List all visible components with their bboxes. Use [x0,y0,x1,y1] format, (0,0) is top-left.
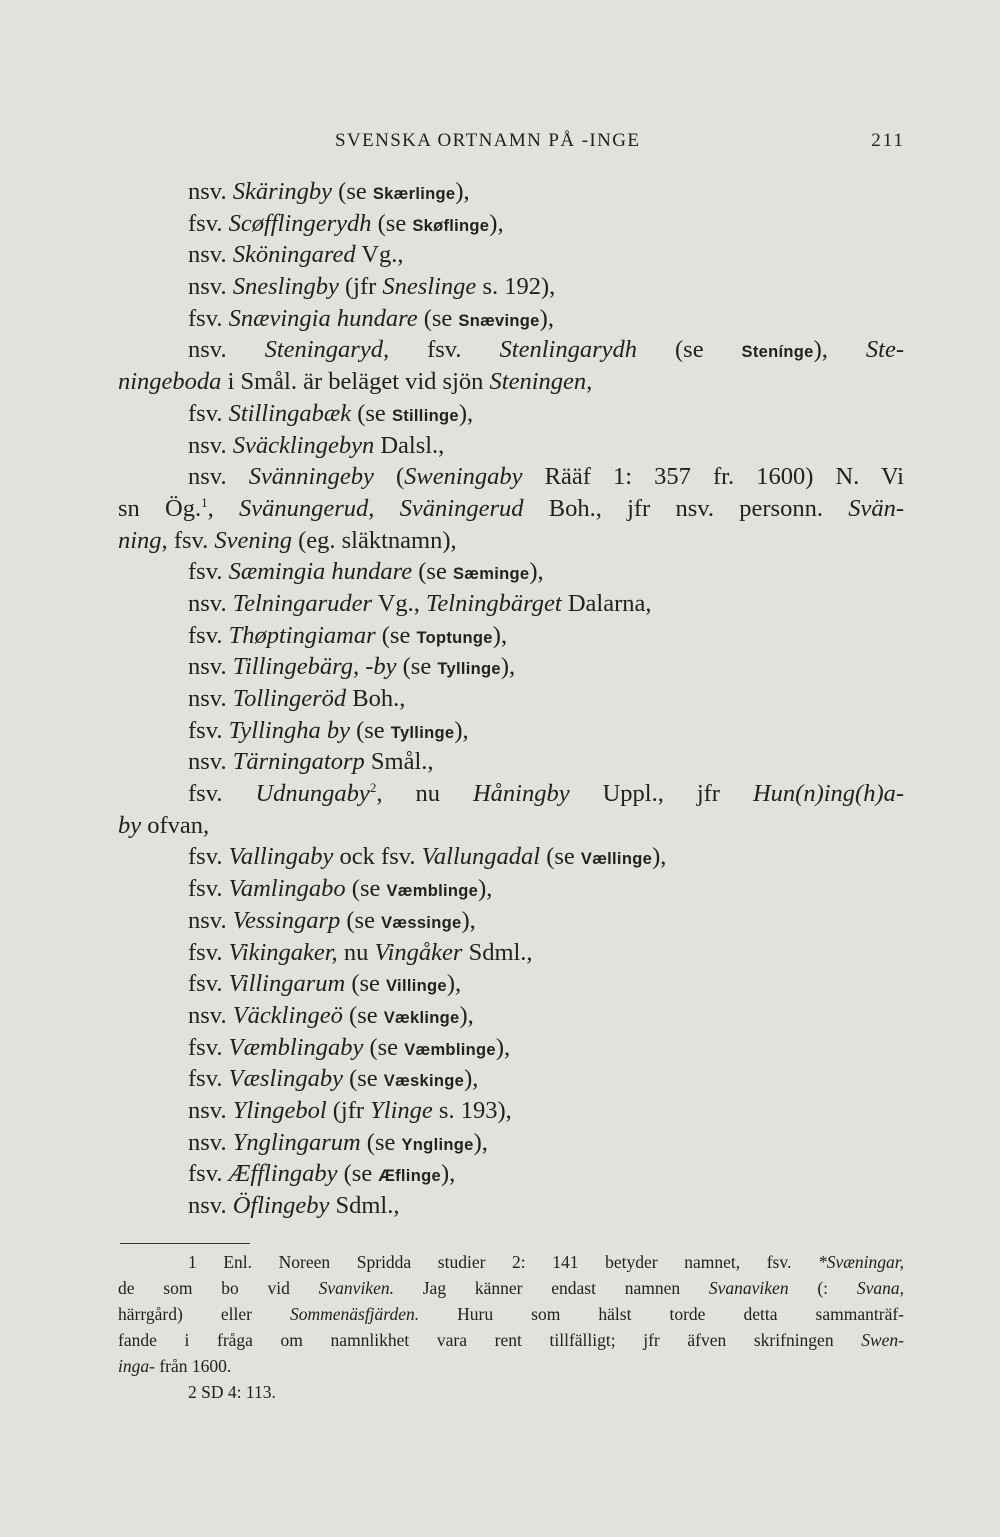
footnote-line [118,1327,904,1353]
footnote-line [118,1353,904,1379]
text-run: ), [454,716,469,744]
text-line [118,1190,904,1222]
text-line [118,366,904,398]
text-run: (se [345,875,387,903]
text-line [118,873,904,905]
italic-term: Håningby [472,780,570,808]
text-run: , [207,494,239,522]
text-run: (se [342,1001,384,1029]
text-line [118,239,904,271]
text-run: s. 193), [432,1096,512,1124]
footnotes [118,1249,904,1405]
text-line [118,746,904,778]
text-run: (se [396,653,438,681]
italic-term: by [118,811,142,839]
text-run: nsv. [188,1001,233,1029]
text-run: (jfr [338,273,383,301]
footnote-marker: 1 [201,494,208,510]
text-run: fsv. [188,621,229,649]
italic-term: *Svæningar, [817,1252,904,1272]
text-line [118,556,904,588]
text-line [118,303,904,335]
text-run: fsv. [188,938,229,966]
text-run: (se [340,906,382,934]
text-run: fsv. [188,970,229,998]
text-run: ofvan, [141,811,210,839]
text-line [118,1063,904,1095]
text-run: ), [539,304,554,332]
italic-term: Swen- [861,1330,904,1350]
reference-name: Ynglinge [401,1135,474,1154]
text-run: ), [464,1065,479,1093]
text-run: (se [363,1033,405,1061]
text-run: (eg. släktnamn), [291,526,457,554]
text-line [118,905,904,937]
reference-name: Væskinge [383,1072,465,1091]
italic-term: Æfflingaby [228,1160,338,1188]
text-run: nsv. [188,178,233,205]
text-run: nu [337,938,375,966]
text-run: fande i fråga om namnlikhet vara rent tillfälligt; jfr äfven skrifningen [118,1330,862,1350]
text-run: ), [440,1160,456,1188]
italic-term: Sæmingia hundare [228,558,413,586]
text-run: ), [489,209,504,237]
reference-name: Toptunge [416,628,493,647]
text-run: (se [332,178,373,205]
text-run: Uppl., jfr [569,780,753,808]
reference-name: Væmblinge [386,882,479,901]
reference-name: Tyllinge [390,723,455,742]
italic-term: Vallingaby [228,843,334,871]
text-run: nsv. [188,431,233,459]
italic-term: Öflingeby [232,1192,330,1219]
text-run: nsv. [188,685,233,712]
text-run: Jag känner endast namnen [393,1278,709,1298]
text-run: nsv. [188,1128,233,1156]
italic-term: Vikingaker, [228,938,338,966]
italic-term: Telningaruder [232,589,373,617]
footnote-line [118,1379,904,1405]
text-run: fsv. [188,558,229,586]
text-run: (jfr [326,1096,371,1124]
main-text [118,176,904,1222]
italic-term: Stillingabæk [228,399,352,427]
italic-term: Ste- [865,336,904,364]
italic-term: Ynglingarum [232,1128,361,1156]
text-run: nsv. [188,653,233,681]
text-line [118,398,904,430]
text-run: (se [345,970,387,998]
text-run: , nu [376,780,473,808]
text-run: (se [540,843,581,871]
reference-name: Vællinge [580,850,653,869]
text-run: 1 Enl. Noreen Spridda studier 2: 141 betyder namnet, fsv. [188,1252,818,1272]
reference-name: Væklinge [383,1008,460,1027]
text-run: nsv. [188,906,233,934]
italic-term: Skäringby [232,178,333,205]
text-line [118,810,904,842]
italic-term: Væmblingaby [228,1033,364,1061]
text-line [118,461,904,493]
italic-term: Sneslingby [232,273,339,301]
italic-term: Stenlingarydh [499,336,638,364]
text-run: (se [349,716,391,744]
text-run: nsv. [188,241,233,269]
text-run: Rääf 1: 357 fr. 1600) N. Vi [522,463,904,491]
italic-term: Steningaryd, [264,336,390,364]
italic-term: Ylingebol [232,1096,327,1124]
text-run: ), [446,970,462,998]
italic-term: Svänungerud, Sväningerud [238,494,524,522]
text-run: (se [342,1065,384,1093]
reference-name: Skøflinge [412,216,490,235]
text-run: sn Ög. [118,494,202,522]
italic-term: Snævingia hundare [228,304,418,332]
italic-term: Hun(n)ing(h)a- [752,780,905,808]
text-run: Sdml., [462,938,533,966]
text-line [118,334,904,366]
text-run: (se [360,1128,402,1156]
italic-term: Sommenäsfjärden. [289,1304,420,1324]
text-run: Vg., [355,241,404,269]
text-run: fsv. [188,1065,229,1093]
reference-name: Tyllinge [437,660,501,679]
text-run: ), [461,906,476,934]
text-run: nsv. [188,1192,233,1219]
text-line [118,778,904,810]
italic-term: ningeboda [118,368,222,396]
text-line [118,493,904,525]
text-line [118,430,904,462]
text-run: fsv. [167,526,215,554]
reference-name: Villinge [386,977,447,996]
text-line [118,1095,904,1127]
text-run: s. 192), [476,273,556,301]
text-line [118,841,904,873]
italic-term: Väcklingeö [232,1001,343,1029]
text-run: de som bo vid [118,1278,319,1298]
italic-term: Tollingeröd [232,685,347,712]
text-run: fsv. [188,304,229,332]
italic-term: Svänningeby [248,463,374,491]
text-line [118,651,904,683]
text-run: fsv. [188,209,229,237]
reference-name: Snævinge [458,311,540,330]
reference-name: Sæminge [452,565,530,584]
text-run: härrgård) eller [118,1304,290,1324]
text-line [118,715,904,747]
italic-term: Telningbärget [426,589,562,617]
text-run: (se [375,621,417,649]
text-run: ), [652,843,667,871]
italic-term: Ylinge [370,1096,433,1124]
page-number: 211 [871,130,905,151]
text-line [118,1127,904,1159]
text-line [118,968,904,1000]
text-run: 2 SD 4: 113. [188,1382,276,1402]
text-run: nsv. [188,589,233,617]
text-run: ), [455,178,470,205]
text-run: (se [371,209,413,237]
footnote-line [118,1301,904,1327]
text-run: ), [473,1128,488,1156]
text-run: ), [492,621,508,649]
italic-term: Tyllingha by [228,716,350,744]
text-run: nsv. [188,273,233,301]
italic-term: Tillingebärg, -by [232,653,397,681]
text-run: fsv. [188,1033,229,1061]
italic-term: Vessingarp [232,906,341,934]
text-run: Dalsl., [374,431,445,459]
italic-term: Svanviken. [318,1278,394,1298]
text-run: Sdml., [329,1192,400,1219]
text-run: fsv. [188,1160,229,1188]
text-line [118,1032,904,1064]
footnote-marker: 2 [369,780,377,796]
footnote-rule [120,1243,250,1244]
text-run: ), [500,653,516,681]
text-run: nsv. [188,1096,233,1124]
italic-term: inga- [118,1356,155,1376]
text-line [118,588,904,620]
italic-term: Væslingaby [228,1065,343,1093]
footnote-line [118,1249,904,1275]
text-run: nsv. [188,336,265,364]
text-line [118,937,904,969]
text-line [118,683,904,715]
italic-term: Svening [214,526,292,554]
text-run: Boh., jfr nsv. personn. [523,494,849,522]
text-line [118,525,904,557]
text-line [118,208,904,240]
text-run: ), [813,336,866,364]
reference-name: Stillinge [391,406,459,425]
text-run: (: [788,1278,857,1298]
italic-term: Tärningatorp [232,748,365,776]
italic-term: Vallungadal [421,843,541,871]
italic-term: Sweningaby [404,463,523,491]
text-run: ), [458,399,474,427]
text-run: fsv. [389,336,500,364]
reference-name: Skærlinge [372,185,456,203]
italic-term: ning, [118,526,168,554]
text-run: ), [459,1001,474,1029]
italic-term: Steningen, [489,368,593,396]
text-run: fsv. [188,399,229,427]
italic-term: Svanaviken [708,1278,789,1298]
text-line [118,1158,904,1190]
text-run: Huru som hälst torde detta sammanträf- [419,1304,904,1324]
reference-name: Væmblinge [404,1040,496,1059]
reference-name: Væssinge [381,913,462,932]
italic-term: Villingarum [228,970,346,998]
text-run: ), [529,558,544,586]
text-run: (se [417,304,459,332]
text-run: ( [373,463,405,491]
text-run: nsv. [188,748,233,776]
italic-term: Sneslinge [382,273,477,301]
text-run: fsv. [188,780,256,808]
italic-term: Svän- [848,494,904,522]
text-run: (se [337,1160,379,1188]
text-run: Vg., [372,589,427,617]
text-run: nsv. [188,463,249,491]
text-run: fsv. [188,843,229,871]
text-run: Dalarna, [561,589,652,617]
italic-term: Sköningared [232,241,356,269]
text-run: ock fsv. [333,843,422,871]
text-run: i Smål. är beläget vid sjön [221,368,490,396]
text-run: från 1600. [154,1356,232,1376]
text-line [118,1000,904,1032]
footnote-line [118,1275,904,1301]
text-line [118,176,904,208]
text-run: fsv. [188,716,229,744]
running-header [335,130,905,160]
italic-term: Udnungaby [255,780,370,808]
italic-term: Thøptingiamar [228,621,376,649]
text-line [118,620,904,652]
text-run: Boh., [346,685,406,712]
text-run: ), [478,875,493,903]
italic-term: Scøfflingerydh [228,209,372,237]
italic-term: Sväcklingebyn [232,431,375,459]
text-run: fsv. [188,875,229,903]
text-run: (se [412,558,453,586]
text-run: Smål., [364,748,434,776]
text-run: ), [495,1033,511,1061]
reference-name: Æflinge [378,1167,441,1186]
text-line [118,271,904,303]
text-run: (se [637,336,742,364]
italic-term: Vingåker [374,938,463,966]
text-run: (se [351,399,392,427]
running-title: SVENSKA ORTNAMN PÅ -INGE [335,130,641,151]
italic-term: Svana, [856,1278,904,1298]
italic-term: Vamlingabo [228,875,346,903]
reference-name: Stenínge [741,343,814,362]
